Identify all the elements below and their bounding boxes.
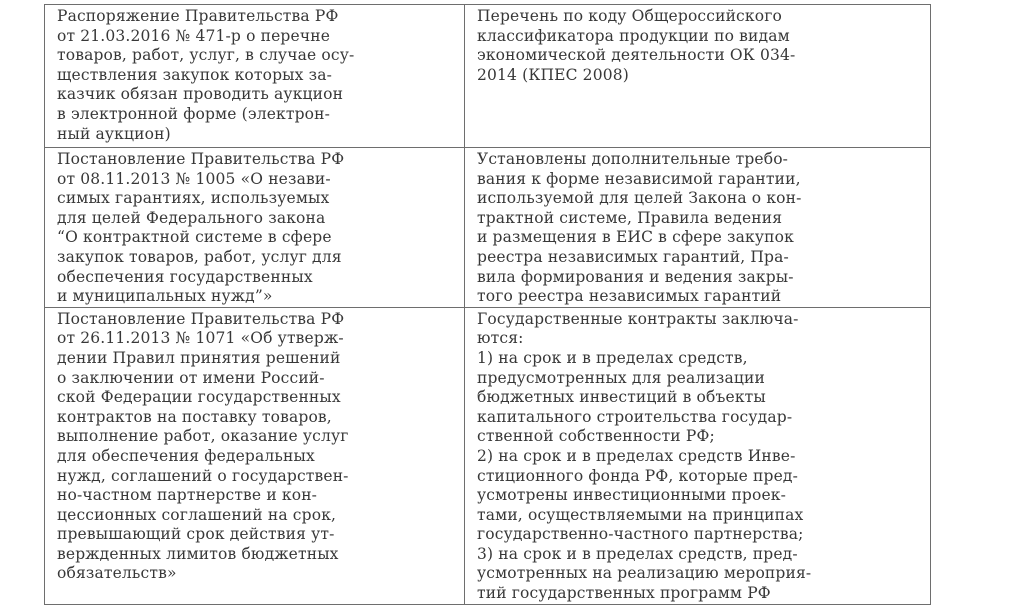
text-line: о заключении от имени Россий- [57,368,325,387]
text-line: выполнение работ, оказание услуг [57,427,349,446]
text-line: вила формирования и ведения закры- [477,267,794,286]
text-line: для обеспечения федеральных [57,446,315,465]
text-line: вания к форме независимой гарантии, [477,169,801,188]
text-line: контрактов на поставку товаров, [57,407,332,426]
text-line: но-частном партнерстве и кон- [57,486,318,505]
text-line: превышающий срок действия ут- [57,525,335,544]
text-line: симых гарантиях, используемых [57,189,330,208]
text-line: Распоряжение Правительства РФ [57,7,339,25]
text-line: бюджетных инвестиций в объекты [477,388,766,407]
text-line: усмотренных на реализацию мероприя- [477,564,812,583]
text-line: от 26.11.2013 № 1071 «Об утверж- [57,329,344,348]
text-line: и размещения в ЕИС в сфере закупок [477,228,794,247]
text-line: обязательств» [57,564,177,583]
text-line: Постановление Правительства РФ [57,150,345,168]
text-line: ственной собственности РФ; [477,427,715,446]
text-line: Государственные контракты заключа- [477,309,799,328]
text-line: в электронной форме (электрон- [57,104,330,123]
text-line: капитального строительства государ- [477,407,793,426]
table-row [45,5,931,148]
description-cell [465,307,931,604]
regulations-table [44,4,931,605]
text-line: используемой для целей Закона о кон- [477,189,802,208]
text-line: тий государственных программ РФ [477,584,771,603]
text-line: тами, осуществляемыми на принципах [477,505,804,524]
text-line: реестра независимых гарантий, Пра- [477,247,789,266]
text-line: трактной системе, Правила ведения [477,208,783,227]
table-row [45,307,931,604]
text-line: предусмотренных для реализации [477,368,765,387]
text-line: “О контрактной системе в сфере [57,228,332,247]
text-line: цессионных соглашений на срок, [57,505,337,524]
text-line: ской Федерации государственных [57,388,341,407]
text-line: Перечень по коду Общероссийского [477,7,782,25]
text-line: государственно-частного партнерства; [477,525,804,544]
text-line: нужд, соглашений о государствен- [57,466,349,485]
regulation-cell [45,307,465,604]
text-line: Постановление Правительства РФ [57,309,345,328]
text-line: 2) на срок и в пределах средств Инве- [477,446,796,465]
text-line: 2014 (КПЕС 2008) [477,65,629,84]
text-line: дении Правил принятия решений [57,348,341,367]
text-line: от 08.11.2013 № 1005 «О незави- [57,169,331,188]
text-line: экономической деятельности ОК 034- [477,46,796,65]
regulation-cell [45,148,465,308]
text-line: 3) на срок и в пределах средств, пред- [477,544,798,563]
text-line: от 21.03.2016 № 471-р о перечне [57,26,331,45]
text-line: закупок товаров, работ, услуг для [57,247,342,266]
text-line: обеспечения государственных [57,267,313,286]
text-line: товаров, работ, услуг, в случае осу- [57,46,355,65]
text-line: казчик обязан проводить аукцион [57,85,344,104]
regulation-cell [45,5,465,148]
table-row [45,148,931,308]
text-line: ществления закупок которых за- [57,65,333,84]
text-line: ный аукцион) [57,124,171,143]
text-line: Установлены дополнительные требо- [477,150,789,168]
text-line: 1) на срок и в пределах средств, [477,348,748,367]
text-line: того реестра независимых гарантий [477,287,782,306]
text-line: вержденных лимитов бюджетных [57,544,339,563]
text-line: и муниципальных нужд”» [57,287,273,306]
text-line: стиционного фонда РФ, которые пред- [477,466,798,485]
text-line: для целей Федерального закона [57,208,326,227]
text-line: усмотрены инвестиционными проек- [477,486,787,505]
description-cell [465,148,931,308]
text-line: ются: [477,329,524,348]
description-cell [465,5,931,148]
text-line: классификатора продукции по видам [477,26,790,45]
